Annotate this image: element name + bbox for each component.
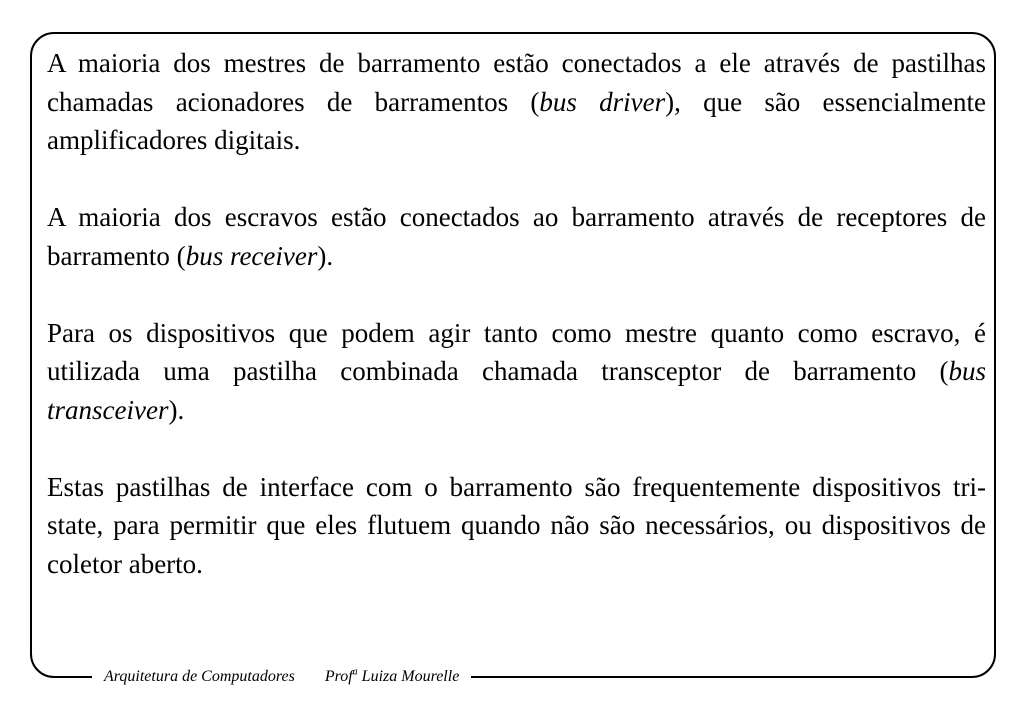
paragraph-bus-receiver bbox=[47, 198, 986, 275]
term-bus-transceiver: bus transceiver bbox=[47, 356, 986, 425]
footer bbox=[92, 664, 471, 690]
term-bus-receiver: bus receiver bbox=[185, 240, 318, 271]
slide-content bbox=[47, 44, 986, 583]
term-bus-driver: bus driver bbox=[539, 86, 666, 117]
paragraph-text: Para os dispositivos que podem agir tanto como mestre quanto como escravo, é utilizada uma pastilha combinada chamada transceptor de barramento ( bbox=[47, 317, 986, 386]
paragraph-text: ), que são essencialmente amplificadores digitais. bbox=[47, 86, 986, 155]
footer-course: Arquitetura de Computadores bbox=[104, 668, 295, 685]
footer-author bbox=[325, 668, 459, 685]
paragraph-bus-driver bbox=[47, 44, 986, 160]
footer-author-title-sup: a bbox=[352, 666, 358, 678]
footer-author-title: Prof bbox=[324, 668, 353, 685]
paragraph-text: ). bbox=[317, 240, 334, 271]
paragraph-tri-state: Estas pastilhas de interface com o barramento são frequentemente dispositivos tri-state, para permitir que eles flutuem quando não são necessários, ou dispositivos de coletor aberto. bbox=[47, 471, 986, 579]
paragraph-text: A maioria dos escravos estão conectados ao barramento através de receptores de barramento ( bbox=[47, 202, 986, 271]
paragraph-text: A maioria dos mestres de barramento estão conectados a ele através de pastilhas chamadas acionadores de barramentos ( bbox=[47, 48, 986, 117]
footer-author-name: Luiza Mourelle bbox=[357, 668, 460, 685]
paragraph-bus-transceiver bbox=[47, 314, 986, 430]
paragraph-text: ). bbox=[168, 394, 185, 425]
